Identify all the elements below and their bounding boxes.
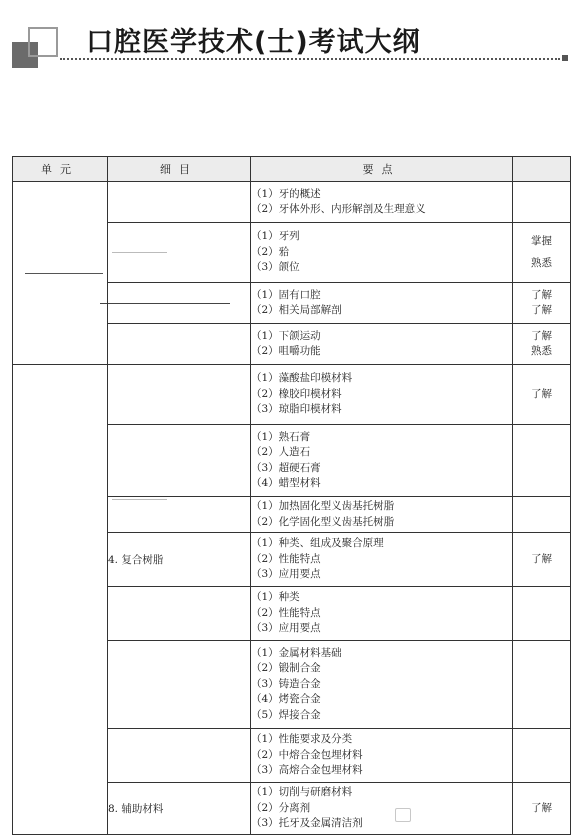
point-line: （2）分离剂 bbox=[251, 801, 311, 814]
level-text: 了解 bbox=[531, 387, 552, 400]
unit-cell-1 bbox=[13, 182, 108, 365]
item-blur-line bbox=[112, 499, 167, 500]
item-cell bbox=[108, 365, 251, 425]
point-line: （2）中熔合金包埋材料 bbox=[251, 748, 363, 761]
point-line: （1）种类、组成及聚合原理 bbox=[251, 537, 384, 550]
point-line: （3）琼脂印模材料 bbox=[251, 403, 342, 416]
item-cell bbox=[108, 425, 251, 497]
level-cell bbox=[513, 641, 571, 729]
header-level bbox=[513, 157, 571, 182]
point-line: （3）高熔合金包埋材料 bbox=[251, 764, 363, 777]
level-text: 熟悉 bbox=[531, 256, 552, 269]
level-text: 了解 bbox=[531, 288, 552, 301]
level-cell bbox=[513, 497, 571, 533]
point-line: （2）橡胶印模材料 bbox=[251, 387, 342, 400]
point-line: （1）熟石膏 bbox=[251, 430, 311, 443]
point-line: （2）𬌗 bbox=[251, 245, 290, 258]
level-cell bbox=[513, 283, 571, 324]
point-line: （2）锻制合金 bbox=[251, 662, 321, 675]
point-line: （1）切削与研磨材料 bbox=[251, 786, 353, 799]
watermark-icon bbox=[395, 808, 411, 822]
header-unit: 单元 bbox=[13, 157, 108, 182]
point-line: （2）相关局部解剖 bbox=[251, 304, 342, 316]
item-cell bbox=[108, 641, 251, 729]
level-cell bbox=[513, 182, 571, 223]
item-cell bbox=[108, 283, 251, 324]
points-cell bbox=[251, 182, 513, 223]
item-blur-line bbox=[112, 252, 167, 253]
header-points: 要点 bbox=[251, 157, 513, 182]
points-cell bbox=[251, 324, 513, 365]
points-cell bbox=[251, 365, 513, 425]
level-cell bbox=[513, 425, 571, 497]
level-text: 了解 bbox=[531, 552, 552, 565]
point-line: （2）性能特点 bbox=[251, 552, 321, 565]
point-line: （1）种类 bbox=[251, 591, 300, 604]
level-text: 掌握 bbox=[531, 235, 552, 247]
point-line: （1）藻酸盐印模材料 bbox=[251, 372, 353, 385]
item-cell bbox=[108, 182, 251, 223]
point-line: （1）加热固化型义齿基托树脂 bbox=[251, 500, 395, 512]
level-cell bbox=[513, 533, 571, 587]
points-cell bbox=[251, 729, 513, 783]
watermark bbox=[395, 804, 565, 826]
header-rule-end-mark bbox=[562, 55, 568, 61]
point-line: （2）咀嚼功能 bbox=[251, 345, 321, 357]
header-square-outline bbox=[28, 27, 58, 57]
unit-cell-2 bbox=[13, 365, 108, 835]
point-line: （5）焊接合金 bbox=[251, 708, 321, 721]
level-cell bbox=[513, 324, 571, 365]
item-cell bbox=[108, 324, 251, 365]
level-cell bbox=[513, 223, 571, 283]
point-line: （2）性能特点 bbox=[251, 606, 321, 619]
point-line: （2）牙体外形、内形解剖及生理意义 bbox=[251, 203, 426, 215]
item-cell: 8. 辅助材料 bbox=[108, 783, 251, 835]
points-cell bbox=[251, 533, 513, 587]
point-line: （1）固有口腔 bbox=[251, 288, 321, 301]
points-cell bbox=[251, 497, 513, 533]
point-line: （3）应用要点 bbox=[251, 622, 321, 635]
level-text: 了解 bbox=[531, 304, 552, 316]
point-line: （3）铸造合金 bbox=[251, 677, 321, 690]
point-line: （2）人造石 bbox=[251, 446, 311, 458]
item-cell bbox=[108, 729, 251, 783]
point-line: （4）烤瓷合金 bbox=[251, 693, 321, 706]
points-cell bbox=[251, 223, 513, 283]
point-line: （2）化学固化型义齿基托树脂 bbox=[251, 515, 395, 528]
level-cell bbox=[513, 729, 571, 783]
table-row bbox=[13, 182, 571, 223]
item-cell bbox=[108, 223, 251, 283]
level-cell bbox=[513, 365, 571, 425]
level-text: 了解 bbox=[531, 329, 552, 342]
syllabus-table bbox=[12, 156, 571, 835]
header-dotted-rule bbox=[60, 58, 560, 60]
point-line: （1）金属材料基础 bbox=[251, 646, 342, 659]
points-cell bbox=[251, 283, 513, 324]
table-header-row bbox=[13, 157, 571, 182]
table-row bbox=[13, 365, 571, 425]
point-line: （3）颌位 bbox=[251, 261, 300, 274]
level-text: 了解 bbox=[531, 801, 552, 814]
points-cell bbox=[251, 587, 513, 641]
point-line: （1）性能要求及分类 bbox=[251, 733, 353, 746]
level-cell bbox=[513, 587, 571, 641]
header-item: 细目 bbox=[108, 157, 251, 182]
item-blur-line bbox=[100, 303, 230, 304]
point-line: （3）托牙及金属清洁剂 bbox=[251, 817, 363, 830]
point-line: （1）牙的概述 bbox=[251, 187, 321, 200]
points-cell bbox=[251, 425, 513, 497]
page-title: 口腔医学技术(士)考试大纲 bbox=[86, 27, 421, 58]
item-cell bbox=[108, 587, 251, 641]
unit-divider-line bbox=[25, 273, 103, 274]
item-cell bbox=[108, 497, 251, 533]
point-line: （1）牙列 bbox=[251, 230, 300, 243]
point-line: （3）超硬石膏 bbox=[251, 461, 321, 474]
level-text: 熟悉 bbox=[531, 345, 552, 357]
item-cell: 4. 复合树脂 bbox=[108, 533, 251, 587]
point-line: （1）下颌运动 bbox=[251, 329, 321, 342]
point-line: （4）蜡型材料 bbox=[251, 477, 321, 489]
points-cell bbox=[251, 641, 513, 729]
point-line: （3）应用要点 bbox=[251, 568, 321, 581]
